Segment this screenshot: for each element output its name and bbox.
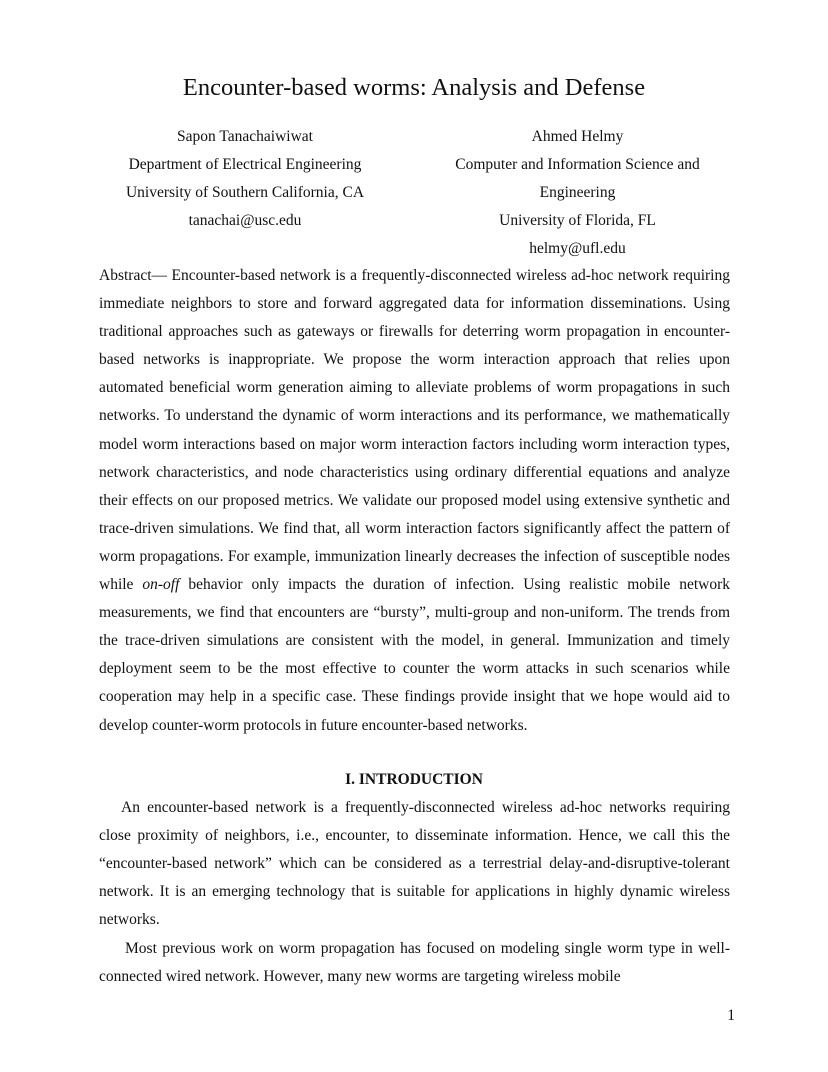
author-1-name: Sapon Tanachaiwiwat — [177, 128, 313, 145]
author-1-department: Department of Electrical Engineering — [128, 156, 362, 173]
abstract-emphasis: on-off — [142, 576, 180, 594]
abstract-paragraph — [99, 262, 730, 740]
author-2-email: helmy@ufl.edu — [529, 240, 626, 257]
author-2-department-line-2: Engineering — [539, 184, 616, 201]
intro-paragraph-1: An encounter-based network is a frequently-disconnected wireless ad-hoc networks requiring close proximity of neighbors, i.e., encounter, to disseminate information. Hence, we call this the “encounter-based network” which can be considered as a terrestrial delay-and-disruptive-tolerant network. It is an emerging technology that is suitable for applications in highly dynamic wireless networks. — [99, 799, 730, 929]
author-1-institution: University of Southern California, CA — [125, 184, 365, 201]
author-2-name: Ahmed Helmy — [531, 128, 624, 145]
author-1 — [100, 123, 390, 235]
author-2-department-line-1: Computer and Information Science and — [455, 156, 700, 173]
abstract-text-after: behavior only impacts the duration of infection. Using realistic mobile network measurements, we find that encounters are “bursty”, multi-group and non-uniform. The trends from the trace-driven simulations are consistent with the model, in general. Immunization and timely deployment seem to be the most effective to counter the worm attacks in such scenarios while cooperation may help in a specific case. These findings provide insight that we hope would aid to develop counter-worm protocols in future encounter-based networks. — [99, 576, 730, 734]
author-2 — [425, 123, 730, 263]
author-1-email: tanachai@usc.edu — [188, 212, 302, 229]
author-2-institution: University of Florida, FL — [499, 212, 656, 229]
paper-title: Encounter-based worms: Analysis and Defense — [182, 74, 646, 101]
page-number: 1 — [727, 1007, 735, 1024]
abstract-text-before: Abstract— Encounter-based network is a frequently-disconnected wireless ad-hoc network requiring immediate neighbors to store and forward aggregated data for information disseminations. Using traditional approaches such as gateways or firewalls for deterring worm propagation in encounter-based networks is inappropriate. We propose the worm interaction approach that relies upon automated beneficial worm generation aiming to alleviate problems of worm propagations in such networks. To understand the dynamic of worm interactions and its performance, we mathematically model worm interactions based on major worm interaction factors including worm interaction types, network characteristics, and node characteristics using ordinary differential equations and analyze their effects on our proposed metrics. We validate our proposed model using extensive synthetic and trace-driven simulations. We find that, all worm interaction factors significantly affect the pattern of worm propagations. For example, immunization linearly decreases the infection of susceptible nodes while — [99, 267, 730, 594]
intro-paragraph-2: Most previous work on worm propagation has focused on modeling single worm type in well-connected wired network. However, many new worms are targeting wireless mobile — [99, 940, 730, 986]
section-heading: I. INTRODUCTION — [345, 771, 483, 788]
